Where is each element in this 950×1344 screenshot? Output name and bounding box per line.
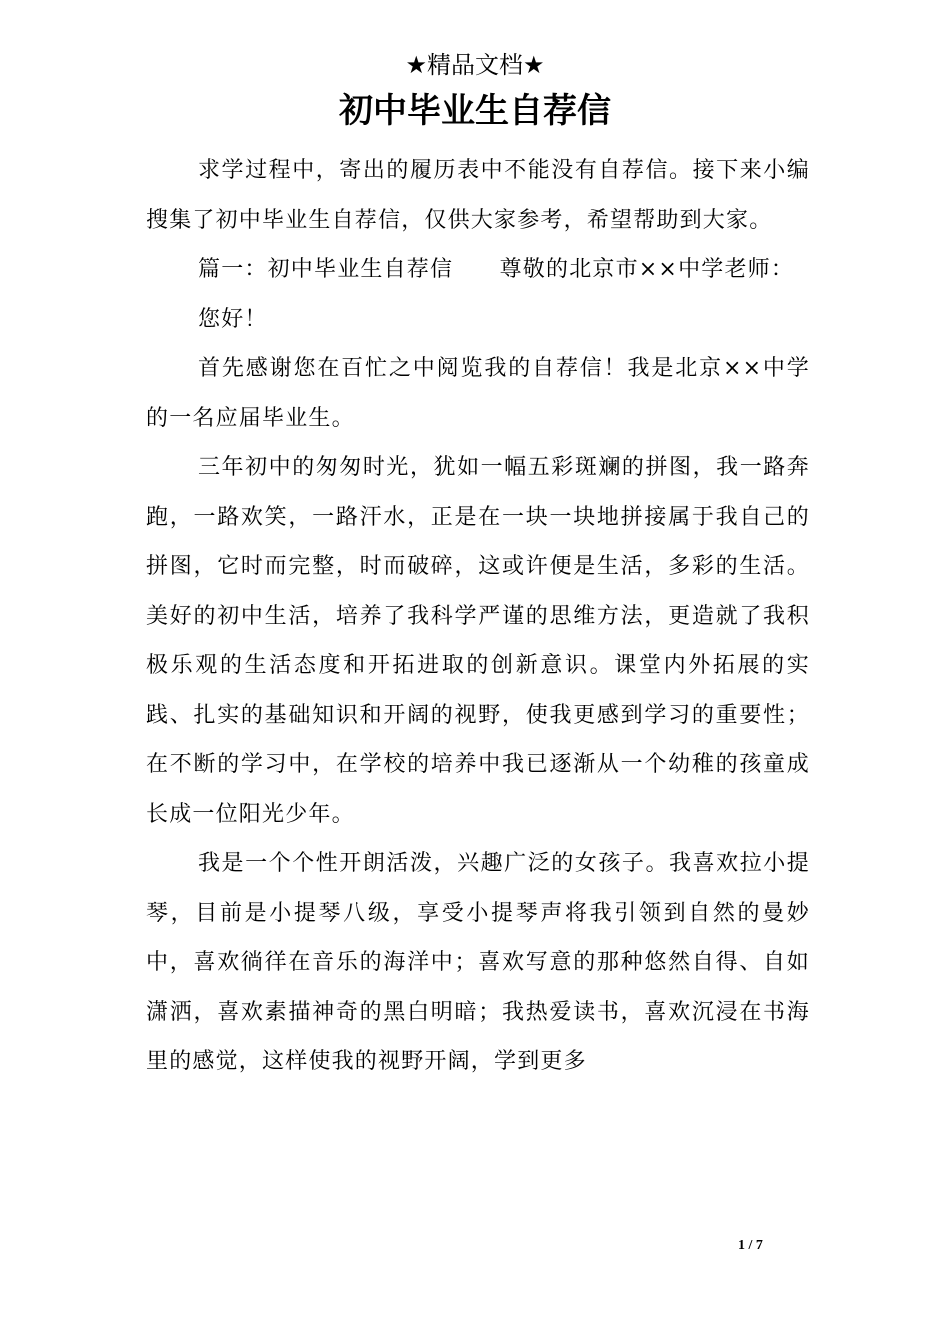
document-body (146, 146, 810, 1087)
paragraph-salutation: 篇一：初中毕业生自荐信 尊敬的北京市××中学老师： (198, 257, 795, 282)
paragraph-personality: 我是一个个性开朗活泼，兴趣广泛的女孩子。我喜欢拉小提琴，目前是小提琴八级，享受小提琴声将我引领到自然的曼妙中，喜欢徜徉在音乐的海洋中；喜欢写意的那种悠然自得、自如潇洒，喜欢素描神奇的黑白明暗；我热爱读书，喜欢沉浸在书海里的感觉，这样使我的视野开阔，学到更多 (146, 851, 810, 1074)
document-title: 初中毕业生自荐信 (339, 91, 611, 131)
page-number: 1 / 7 (738, 1238, 763, 1253)
paragraph-greeting: 您好！ (198, 306, 268, 332)
paragraph-intro: 求学过程中，寄出的履历表中不能没有自荐信。接下来小编搜集了初中毕业生自荐信，仅供大家参考，希望帮助到大家。 (146, 158, 810, 233)
header-mark: ★精品文档★ (405, 51, 545, 79)
paragraph-school-life: 三年初中的匆匆时光，犹如一幅五彩斑斓的拼图，我一路奔跑，一路欢笑，一路汗水，正是在一块一块地拼接属于我自己的拼图，它时而完整，时而破碎，这或许便是生活，多彩的生活。美好的初中生活，培养了我科学严谨的思维方法，更造就了我积极乐观的生活态度和开拓进取的创新意识。课堂内外拓展的实践、扎实的基础知识和开阔的视野，使我更感到学习的重要性；在不断的学习中，在学校的培养中我已逐渐从一个幼稚的孩童成长成一位阳光少年。 (146, 455, 810, 827)
paragraph-thanks: 首先感谢您在百忙之中阅览我的自荐信！我是北京××中学的一名应届毕业生。 (146, 356, 810, 431)
